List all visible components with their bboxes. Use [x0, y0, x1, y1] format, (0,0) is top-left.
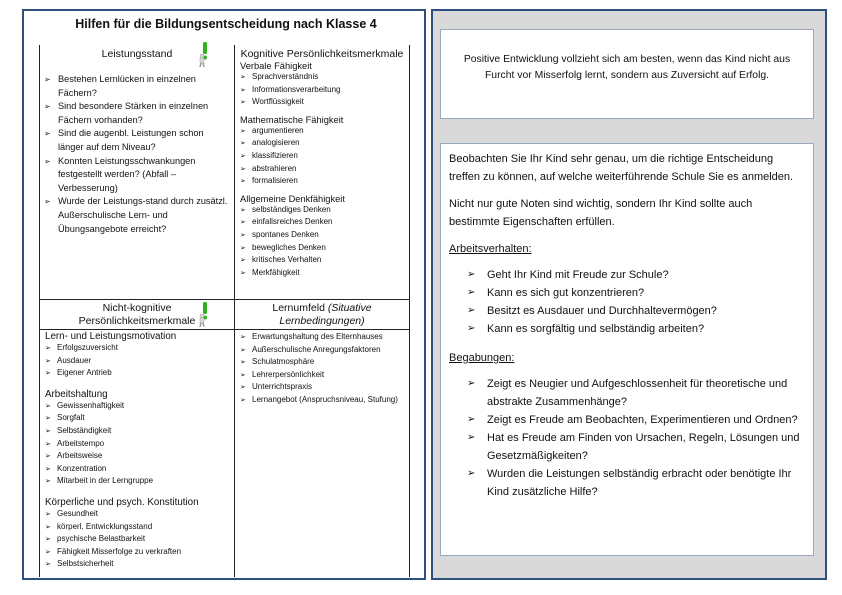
person-exclamation-icon [196, 301, 214, 327]
list-item: ➢ Merkfähigkeit [240, 267, 408, 280]
divider [39, 299, 409, 300]
list-item: ➢ Konzentration [45, 463, 231, 476]
divider [234, 45, 235, 299]
list [240, 125, 408, 188]
list-item: ➢ abstrahieren [240, 163, 408, 176]
quote-text: Positive Entwicklung vollzieht sich am besten, wenn das Kind nicht aus Furcht vor Misserfolg lernt, sondern aus Zuversicht auf Erfolg. [463, 54, 791, 81]
list-item: ➢ Gesundheit [45, 508, 231, 521]
list-item: ➢ spontanes Denken [240, 229, 408, 242]
list [45, 342, 231, 380]
divider [39, 45, 40, 299]
leistungsstand-list [44, 73, 230, 236]
list-item: ➢ Bestehen Lernlücken in einzelnen Fächern? [44, 73, 230, 100]
nichtkognitiv-title-line2: Persönlichkeitsmerkmale [78, 315, 196, 327]
begabungen-list [449, 375, 805, 501]
group-heading: Arbeitshaltung [45, 388, 108, 400]
list-item: ➢ Selbständigkeit [45, 425, 231, 438]
list-item: ➢ Wurde der Leistungs-stand durch zusätzl. Außerschulische Lern- und Übungsangebote erreicht? [44, 195, 230, 236]
list-item: ➢ Zeigt es Freude am Beobachten, Experimentieren und Ordnen? [449, 411, 805, 429]
list-item: ➢ Mitarbeit in der Lerngruppe [45, 475, 231, 488]
lernumfeld-title [235, 302, 409, 328]
nichtkognitiv-title-line1: Nicht-kognitive [102, 302, 172, 314]
divider [234, 299, 235, 577]
list [240, 71, 408, 109]
list-item: ➢ einfallsreiches Denken [240, 216, 408, 229]
list-item: ➢ körperl. Entwicklungsstand [45, 521, 231, 534]
leistungsstand-title: Leistungsstand [101, 48, 173, 60]
lernumfeld-title-italic: (Situative Lernbedingungen) [279, 302, 372, 327]
list-item: ➢ Erfolgszuversicht [45, 342, 231, 355]
list [240, 204, 408, 280]
info-box [440, 143, 814, 556]
lernumfeld-list [240, 331, 406, 407]
list-item: ➢ Fähigkeit Misserfolge zu verkraften [45, 546, 231, 559]
page-title: Hilfen für die Bildungsentscheidung nach Klasse 4 [75, 17, 377, 31]
list-item: ➢ Lehrerpersönlichkeit [240, 369, 406, 382]
intro-paragraph: Nicht nur gute Noten sind wichtig, sondern Ihr Kind sollte auch bestimmte Eigenschaften erfüllen. [449, 198, 753, 228]
divider [39, 299, 40, 577]
list-item: ➢ Eigener Antrieb [45, 367, 231, 380]
kognitiv-title: Kognitive Persönlichkeitsmerkmale [240, 48, 404, 60]
divider [39, 329, 235, 330]
list-item: ➢ Sind besondere Stärken in einzelnen Fächern vorhanden? [44, 100, 230, 127]
intro-paragraph: Beobachten Sie Ihr Kind sehr genau, um die richtige Entscheidung treffen zu können, auf welche weiterführende Schule Sie es anmelden. [449, 153, 794, 183]
list-item: ➢ klassifizieren [240, 150, 408, 163]
list-item: ➢ Informationsverarbeitung [240, 84, 408, 97]
list-item: ➢ Zeigt es Neugier und Aufgeschlossenheit für theoretische und abstrakte Zusammenhänge? [449, 375, 805, 411]
list-item: ➢ Arbeitstempo [45, 438, 231, 451]
list-item: ➢ kritisches Verhalten [240, 254, 408, 267]
list-item: ➢ Wortflüssigkeit [240, 96, 408, 109]
list-item: ➢ Gewissenhaftigkeit [45, 400, 231, 413]
quote-box [440, 29, 814, 119]
group-heading: Körperliche und psych. Konstitution [45, 496, 199, 508]
divider [409, 299, 410, 577]
group-heading: Allgemeine Denkfähigkeit [240, 193, 345, 204]
group-heading: Verbale Fähigkeit [240, 61, 312, 71]
person-exclamation-icon [196, 41, 214, 67]
list-item: ➢ Selbstsicherheit [45, 558, 231, 571]
list-item: ➢ Sind die augenbl. Leistungen schon länger auf dem Niveau? [44, 127, 230, 154]
divider [409, 45, 410, 299]
list [45, 508, 231, 571]
list-item: ➢ Arbeitsweise [45, 450, 231, 463]
list-item: ➢ Ausdauer [45, 355, 231, 368]
group-heading: Mathematische Fähigkeit [240, 114, 344, 125]
list-item: ➢ Hat es Freude am Finden von Ursachen, Regeln, Lösungen und Gesetzmäßigkeiten? [449, 429, 805, 465]
lernumfeld-title-main: Lernumfeld [272, 302, 325, 314]
list-item: ➢ selbständiges Denken [240, 204, 408, 217]
list-item: ➢ Geht Ihr Kind mit Freude zur Schule? [449, 266, 805, 284]
list-item: ➢ Konnten Leistungsschwankungen festgestellt werden? (Abfall – Verbesserung) [44, 155, 230, 196]
arbeitsverhalten-list [449, 266, 805, 338]
group-heading: Lern- und Leistungsmotivation [45, 331, 177, 342]
list-item: ➢ formalisieren [240, 175, 408, 188]
list-item: ➢ analogisieren [240, 137, 408, 150]
list-item: ➢ Besitzt es Ausdauer und Durchhaltevermögen? [449, 302, 805, 320]
list-item: ➢ bewegliches Denken [240, 242, 408, 255]
left-panel [22, 9, 426, 580]
list-item: ➢ Erwartungshaltung des Elternhauses [240, 331, 406, 344]
list-item: ➢ Sprachverständnis [240, 71, 408, 84]
kognitiv-content [240, 61, 408, 279]
list-item: ➢ Sorgfalt [45, 412, 231, 425]
list-item: ➢ Schulatmosphäre [240, 356, 406, 369]
list-item: ➢ Kann es sorgfältig und selbständig arbeiten? [449, 320, 805, 338]
list-item: ➢ argumentieren [240, 125, 408, 138]
list [45, 400, 231, 488]
list-item: ➢ Wurden die Leistungen selbständig erbracht oder benötigte Ihr Kind zusätzliche Hilfe? [449, 465, 805, 501]
nichtkognitiv-content [45, 331, 231, 571]
divider [234, 329, 410, 330]
list-item: ➢ psychische Belastbarkeit [45, 533, 231, 546]
list-item: ➢ Unterrichtspraxis [240, 381, 406, 394]
arbeitsverhalten-heading: Arbeitsverhalten: [449, 243, 532, 255]
begabungen-heading: Begabungen: [449, 352, 515, 364]
list-item: ➢ Kann es sich gut konzentrieren? [449, 284, 805, 302]
list-item: ➢ Außerschulische Anregungsfaktoren [240, 344, 406, 357]
list-item: ➢ Lernangebot (Anspruchsniveau, Stufung) [240, 394, 406, 407]
